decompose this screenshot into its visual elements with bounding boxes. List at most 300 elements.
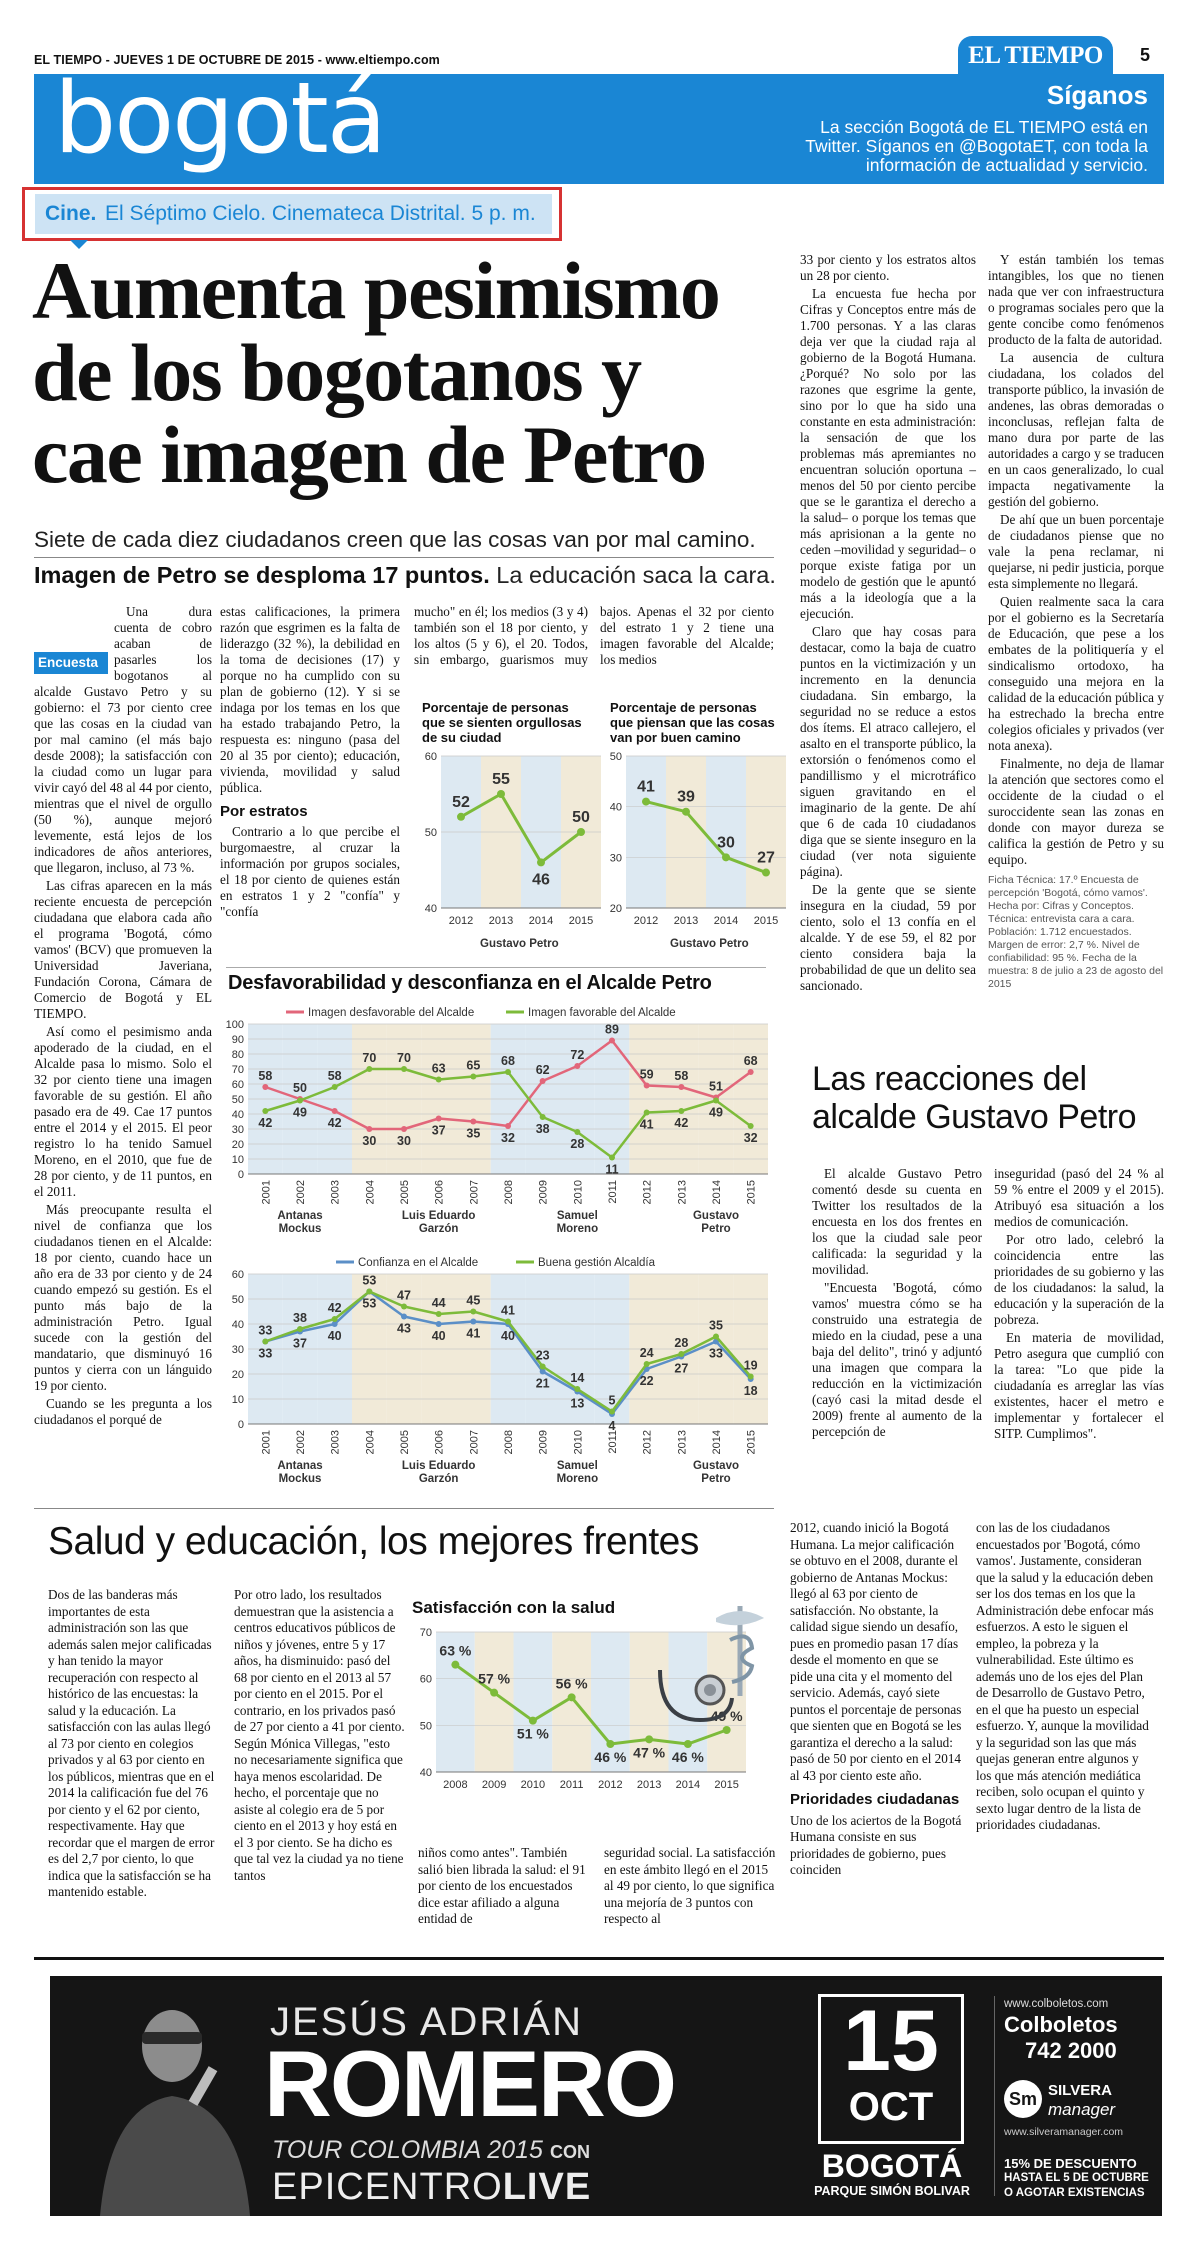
data-point bbox=[713, 1334, 719, 1340]
salud-title: Salud y educación, los mejores frentes bbox=[48, 1520, 699, 1563]
chart-title-line: van por buen camino bbox=[610, 730, 741, 745]
article-column-3 bbox=[414, 604, 774, 668]
data-point bbox=[401, 1066, 407, 1072]
x-tick-label: 2011 bbox=[607, 1430, 619, 1454]
data-label: 33 bbox=[258, 1346, 273, 1361]
x-tick-label: 2010 bbox=[520, 1779, 546, 1791]
ad-tour: TOUR COLOMBIA 2015 bbox=[272, 2136, 543, 2164]
x-tick-label: 2014 bbox=[675, 1779, 701, 1791]
y-tick-label: 30 bbox=[609, 852, 622, 865]
ad-ticket-brand: Colboletos bbox=[1004, 2012, 1118, 2037]
follow-title: Síganos bbox=[1046, 80, 1148, 110]
x-tick-label: 2012 bbox=[633, 915, 659, 927]
paragraph: niños como antes". También salió bien librada la salud: el 91 por ciento de los encuestados dice estar afiliado a alguna entidad de bbox=[418, 1845, 586, 1926]
data-point bbox=[470, 1119, 476, 1125]
ficha-tecnica: Ficha Técnica: 17.º Encuesta de percepción 'Bogotá, cómo vamos'. Hecha por: Cifras y Conceptos. Técnica: entrevista cara a cara. Población: 1.712 encuestados. Margen de error: 2,7 %. Nivel de confiabilidad: 95 %. Fecha de la muestra: 8 de julio a 23 de agosto del 2015 bbox=[988, 874, 1164, 990]
paragraph: Por otro lado, los resultados demuestran que la asistencia a centros educativos públicos de niños y jóvenes, entre 5 y 17 años, ha disminuido: pasó del 68 por ciento en el 2013 al 57 por ciento en el 2015. Por el contrario, en los privados pasó de 27 por ciento a 41 por ciento. Según Mónica Villegas, "esto no necesariamente significa que haya menos escolaridad. De hecho, el porcentaje que no asiste al colegio era de 5 por ciento en el 2013 y hoy está en el 3 por ciento. Se ha dicho es que tal vez la ciudad ya no tiene tantos bbox=[234, 1587, 405, 1883]
data-label: 57 % bbox=[478, 1670, 511, 1687]
y-tick-label: 50 bbox=[231, 1294, 244, 1306]
data-point bbox=[644, 1361, 650, 1367]
data-point bbox=[490, 1689, 498, 1697]
y-tick-label: 30 bbox=[231, 1344, 244, 1356]
data-label: 27 bbox=[757, 849, 775, 867]
paragraph: Una dura cuenta de cobro acaban de pasarles los bogotanos al alcalde Gustavo Petro y su gobierno: el 73 por ciento cree que las cosas en la ciudad van por mal camino (el más bajo desde 2008); la satisfacción con la ciudad como un lugar para vivir cayó del 48 al 44 por ciento, mientras que el nivel de orgullo (50 %), aunque mejoró levemente, está lejos de los indicadores de años anteriores, que llegaron, incluso, al 73 %. bbox=[34, 604, 212, 875]
data-label: 58 bbox=[674, 1069, 689, 1083]
y-tick-label: 40 bbox=[231, 1109, 244, 1121]
data-point bbox=[609, 1038, 615, 1044]
data-point bbox=[574, 1063, 580, 1069]
chart-title-line: Porcentaje de personas bbox=[610, 700, 757, 715]
data-point bbox=[684, 1740, 692, 1748]
chart-band bbox=[706, 756, 746, 908]
data-point bbox=[713, 1098, 719, 1104]
article-column-4 bbox=[800, 252, 976, 996]
data-label: 53 bbox=[362, 1296, 377, 1311]
chart-orgullo-title bbox=[422, 700, 592, 745]
mayor-label-line: Moreno bbox=[556, 1473, 599, 1485]
paragraph: con las de los ciudadanos encuestados por 'Bogotá, cómo vamos'. Justamente, consideran que la salud y la educación deben ser los dos temas en los que la Administración debe enfocar más esfuerzos. A esto le siguen el empleo, la pobreza y la vulnerabilidad. Este último es además uno de los ejes del Plan de Desarrollo de Gustavo Petro, en el que ha puesto un especial esfuerzo. Y, aunque la movilidad y la seguridad son las que más quejas generan entre algunos y los que más atención mediática reciben, solo ocupan el quinto y sexto lugar dentro de la lista de prioridades ciudadanas. bbox=[976, 1520, 1154, 1832]
data-point bbox=[540, 1078, 546, 1084]
data-label: 38 bbox=[293, 1311, 307, 1325]
x-tick-label: 2007 bbox=[468, 1180, 481, 1205]
paragraph: De la gente que se siente insegura en la ciudad, 59 por ciento, solo el 13 confía en el alcalde. Y de ese 59, el 82 por ciento considera baja la probabilidad de que un delito sea sancionado. bbox=[800, 882, 976, 993]
mayor-label-line: Gustavo bbox=[692, 1210, 739, 1222]
data-point bbox=[401, 1304, 407, 1310]
x-tick-label: 2010 bbox=[572, 1430, 585, 1455]
concert-ad bbox=[50, 1976, 1162, 2216]
paragraph: El alcalde Gustavo Petro comentó desde su cuenta en Twitter los resultados de la encuesta en los dos frentes en los que la ciudad sale peor calificada: la seguridad y la movilidad. bbox=[812, 1166, 982, 1277]
x-tick-label: 2002 bbox=[295, 1430, 307, 1455]
data-label: 37 bbox=[431, 1123, 446, 1138]
x-tick-label: 2005 bbox=[399, 1180, 411, 1205]
data-label: 70 bbox=[397, 1051, 411, 1065]
ad-phone: 742 2000 bbox=[1025, 2038, 1117, 2063]
follow-text-2: Twitter. Síganos en @BogotaET, con toda la bbox=[805, 136, 1148, 156]
data-label: 22 bbox=[639, 1374, 654, 1388]
ad-venue: PARQUE SIMÓN BOLIVAR bbox=[814, 2184, 970, 2198]
y-tick-label: 20 bbox=[231, 1369, 244, 1381]
paragraph: Cuando se les pregunta a los ciudadanos el porqué de bbox=[34, 1396, 212, 1427]
x-tick-label: 2015 bbox=[714, 1779, 739, 1791]
data-label: 14 bbox=[570, 1371, 585, 1385]
mayor-label bbox=[656, 1210, 776, 1236]
section-name: bogotá bbox=[54, 62, 385, 176]
article-column-2 bbox=[220, 604, 400, 922]
mayor-label bbox=[656, 1460, 776, 1486]
x-tick-label: 2015 bbox=[745, 1430, 758, 1455]
y-tick-label: 90 bbox=[231, 1034, 244, 1046]
data-label: 18 bbox=[743, 1384, 758, 1398]
data-point bbox=[748, 1374, 754, 1380]
data-label: 32 bbox=[743, 1131, 758, 1145]
data-point bbox=[436, 1116, 442, 1122]
manager-name-2: manager bbox=[1048, 2100, 1116, 2119]
legend-label: Confianza en el Alcalde bbox=[358, 1257, 479, 1269]
y-tick-label: 40 bbox=[609, 801, 622, 814]
x-tick-label: 2008 bbox=[503, 1180, 515, 1205]
mayor-label-line: Garzón bbox=[418, 1223, 459, 1235]
data-point bbox=[748, 1123, 754, 1129]
data-label: 50 bbox=[293, 1081, 307, 1095]
sidebar-title-line-1: Las reacciones del bbox=[812, 1060, 1087, 1098]
x-tick-label: 2003 bbox=[329, 1180, 342, 1205]
masthead-dateline: EL TIEMPO - JUEVES 1 DE OCTUBRE DE 2015 - www.eltiempo.com bbox=[34, 53, 440, 67]
paragraph: "Encuesta 'Bogotá, cómo vamos' muestra cómo se ha construido una estrategia de miedo en la ciudad, pese a una baja del delito", trinó y adjuntó una imagen que compara la reducción en la victimización (cayó casi la mitad desde el 2009) frente al aumento de la percepción de bbox=[812, 1280, 982, 1439]
y-tick-label: 50 bbox=[424, 827, 437, 839]
data-point bbox=[366, 1126, 372, 1132]
data-label: 37 bbox=[293, 1336, 307, 1351]
silvera-badge-icon: Sm bbox=[1004, 2080, 1042, 2118]
data-label: 30 bbox=[362, 1134, 377, 1148]
chart-imagen bbox=[226, 1002, 786, 1237]
salud-column-1 bbox=[48, 1587, 220, 1903]
data-point bbox=[262, 1108, 268, 1114]
deck-2-bold: Imagen de Petro se desploma 17 puntos. bbox=[34, 562, 490, 588]
ad-month: OCT bbox=[848, 2085, 934, 2129]
subhead-estratos: Por estratos bbox=[220, 803, 308, 820]
mayor-label-line: Luis Eduardo bbox=[401, 1210, 476, 1222]
y-tick-label: 80 bbox=[231, 1049, 244, 1061]
y-tick-label: 30 bbox=[231, 1124, 244, 1136]
salud-column-2 bbox=[234, 1587, 406, 1886]
data-label: 21 bbox=[535, 1376, 550, 1391]
y-tick-label: 100 bbox=[226, 1019, 244, 1031]
mayor-label bbox=[240, 1210, 360, 1236]
data-point bbox=[297, 1326, 303, 1332]
singer-silhouette bbox=[90, 1996, 250, 2216]
x-tick-label: 2014 bbox=[711, 1180, 723, 1205]
ad-site: www.colboletos.com bbox=[1004, 1998, 1109, 2010]
data-point bbox=[606, 1740, 614, 1748]
data-point bbox=[762, 869, 770, 877]
data-point bbox=[470, 1074, 476, 1080]
x-tick-label: 2004 bbox=[364, 1430, 377, 1455]
x-tick-label: 2015 bbox=[745, 1180, 758, 1205]
data-point bbox=[642, 798, 650, 806]
data-point bbox=[529, 1717, 537, 1725]
data-label: 40 bbox=[431, 1329, 446, 1343]
data-point bbox=[722, 853, 730, 861]
salud-divider bbox=[34, 1508, 774, 1509]
data-label: 41 bbox=[639, 1117, 654, 1132]
paragraph: seguridad social. La satisfacción en este ámbito llegó en el 2015 al 49 por ciento, lo que significa una mejoría de 3 puntos con respecto al bbox=[604, 1845, 776, 1926]
ad-artist-2: ROMERO bbox=[264, 2031, 675, 2136]
paragraph: Más preocupante resulta el nivel de confianza que los ciudadanos tienen en el Alcalde: 18 por ciento, cuando hace un año era de 33 por ciento y de 24 cuando empezó su gestión. Es el punto más bajo de la administración Petro. Igual sucede con la gestión del mandatario, que disminuyó 16 puntos y cierra con un lánguido 19 por ciento. bbox=[34, 1202, 212, 1393]
mayor-label-line: Garzón bbox=[418, 1473, 459, 1485]
data-point bbox=[678, 1351, 684, 1357]
data-label: 63 % bbox=[439, 1642, 472, 1659]
y-tick-label: 50 bbox=[609, 751, 622, 763]
data-point bbox=[470, 1309, 476, 1315]
deck-2-rest: La educación saca la cara. bbox=[496, 562, 776, 588]
mayor-label-line: Petro bbox=[701, 1223, 731, 1235]
data-label: 42 bbox=[674, 1116, 689, 1130]
paragraph: De ahí que un buen porcentaje de ciudadanos piense que no vale la pena reclamar, ni quejarse, ni pedir justicia, porque esta simplemente no llegará. bbox=[988, 512, 1164, 591]
mayor-label-line: Antanas bbox=[277, 1210, 323, 1222]
x-tick-label: 2015 bbox=[568, 915, 594, 927]
data-label: 40 bbox=[327, 1329, 342, 1343]
ad-promo-2: HASTA EL 5 DE OCTUBRE bbox=[1004, 2172, 1149, 2184]
chart-title-line: que se sienten orgullosas bbox=[422, 715, 582, 730]
data-label: 23 bbox=[535, 1348, 550, 1363]
data-label: 65 bbox=[466, 1058, 481, 1073]
paragraph: Así como el pesimismo anda apoderado de la ciudad, en el Alcalde pasa lo mismo. Solo el 32 por ciento tiene una imagen favorable de su gestión. El año pasado era de 49. Cae 17 puntos entre el 2014 y el 2015. El peor registro lo ha tenido Samuel Moreno, en el 2010, que fue de 28 por ciento, y de 11 puntos, en el 2011. bbox=[34, 1024, 212, 1199]
ad-guest bbox=[272, 2166, 591, 2209]
chart-imagen-title: Desfavorabilidad y desconfianza en el Alcalde Petro bbox=[228, 972, 712, 994]
data-label: 46 % bbox=[594, 1749, 627, 1765]
data-label: 33 bbox=[258, 1323, 273, 1338]
y-tick-label: 60 bbox=[424, 751, 437, 763]
x-tick-label: 2006 bbox=[433, 1430, 446, 1455]
y-tick-label: 40 bbox=[424, 903, 437, 915]
ad-date-box bbox=[818, 1994, 964, 2144]
x-tick-label: 2013 bbox=[676, 1430, 689, 1455]
section-band bbox=[34, 62, 1164, 184]
data-label: 52 bbox=[452, 793, 470, 811]
chart-camino bbox=[600, 750, 790, 940]
data-label: 28 bbox=[570, 1137, 585, 1151]
silvera-logo bbox=[1004, 2080, 1154, 2124]
chart-orgullo bbox=[415, 750, 605, 940]
headline bbox=[32, 245, 792, 500]
deck: Siete de cada diez ciudadanos creen que las cosas van por mal camino. bbox=[34, 527, 756, 552]
chart-camino-title bbox=[610, 700, 780, 745]
sidebar-title bbox=[812, 1060, 1172, 1136]
agenda-box bbox=[22, 187, 562, 241]
data-label: 27 bbox=[674, 1361, 689, 1376]
paragraph: 33 por ciento y los estratos altos un 28 por ciento. bbox=[800, 252, 976, 283]
y-tick-label: 50 bbox=[419, 1720, 432, 1733]
data-point bbox=[574, 1129, 580, 1135]
paragraph: Y están también los temas intangibles, los que no tienen nada que ver con infraestructura o programas sociales pero que la gente concibe como fenómenos producto de la falta de autoridad. bbox=[988, 252, 1164, 347]
data-label: 49 % bbox=[710, 1708, 743, 1724]
y-tick-label: 50 bbox=[231, 1094, 244, 1106]
data-label: 30 bbox=[397, 1134, 411, 1148]
data-point bbox=[540, 1364, 546, 1370]
ad-top-rule bbox=[34, 1957, 1164, 1960]
x-tick-label: 2014 bbox=[713, 915, 739, 927]
x-tick-label: 2013 bbox=[673, 915, 699, 927]
data-point bbox=[574, 1386, 580, 1392]
data-label: 46 bbox=[532, 871, 550, 889]
ad-con: CON bbox=[550, 2142, 590, 2162]
mayors-row-imagen bbox=[226, 1210, 786, 1240]
data-label: 43 bbox=[397, 1321, 411, 1336]
x-tick-label: 2013 bbox=[488, 915, 514, 927]
data-label: 42 bbox=[327, 1116, 342, 1130]
data-label: 13 bbox=[570, 1396, 585, 1411]
paragraph: Claro que hay cosas para destacar, como la baja de cuatro puntos en la victimización y un incremento en la denuncia ciudadana. Sin embargo, la seguridad no se reduce a estos dos ítems. El atraco callejero, el asalto en el transporte público, la extorsión o fenómenos como el pandillismo y el microtráfico siguen gravitando en el imaginario de la gente. De ahí que 6 de cada 10 ciudadanos diga que se siente inseguro en la ciudad (ver nota siguiente página). bbox=[800, 624, 976, 879]
legend-label: Imagen desfavorable del Alcalde bbox=[308, 1007, 475, 1019]
data-label: 51 % bbox=[516, 1725, 549, 1742]
paragraph: La encuesta fue hecha por Cifras y Conceptos entre más de 1.700 personas. Y a las claras deja ver que la ciudad raja al gobierno de la Bogotá Humana. ¿Porqué? No solo por las razones que esgrime la gente, sino por lo que ha sido una constante en esta administración: la sensación de que los problemas más apremiantes no encuentran solución oportuna –menos del 50 por ciento percibe que se le garantiza el derecho a la salud– o porque los temas que más aprisionan a la gente no ceden –movilidad y seguridad– o porque existe fatiga por un modelo de gestión que le apuntó más a la ideología que a la ejecución. bbox=[800, 286, 976, 621]
x-tick-label: 2008 bbox=[443, 1779, 468, 1791]
x-tick-label: 2012 bbox=[641, 1430, 654, 1455]
mayor-label bbox=[379, 1210, 499, 1236]
paragraph: inseguridad (pasó del 24 % al 59 % entre el 2009 y el 2015). Atribuyó esa situación a los medios de comunicación. bbox=[994, 1166, 1164, 1229]
article-column-1 bbox=[34, 604, 212, 1430]
data-label: 28 bbox=[674, 1336, 689, 1350]
paragraph: Quien realmente saca la cara por el gobierno es la Secretaría de Educación, que pese a los embates de la politiquería y el sindicalismo ortodoxo, ha conseguido una mejora en la calidad de la educación pública y ha estrechado la brecha entre colegios oficiales y privados (ver nota anexa). bbox=[988, 594, 1164, 753]
data-point bbox=[332, 1084, 338, 1090]
x-tick-label: 2012 bbox=[448, 915, 474, 927]
y-tick-label: 70 bbox=[231, 1064, 244, 1076]
subhead-prioridades: Prioridades ciudadanas bbox=[790, 1791, 960, 1808]
data-point bbox=[497, 790, 505, 798]
data-point bbox=[332, 1316, 338, 1322]
data-point bbox=[678, 1108, 684, 1114]
mayor-label-line: Mockus bbox=[278, 1473, 322, 1485]
page-number: 5 bbox=[1140, 45, 1151, 65]
data-label: 42 bbox=[258, 1116, 273, 1130]
data-label: 55 bbox=[492, 771, 510, 788]
paragraph: estas calificaciones, la primera razón que esgrimen es la falta de liderazgo (32 %), la debilidad en la toma de decisiones (17) y porque no ha cumplido con su plan de gobierno (12). Y si se indaga por los temas en los que ha estado trabajando Petro, la respuesta es: ninguno (pasa del 20 al 35 por ciento); educación, vivienda, movilidad y salud pública. bbox=[220, 604, 400, 795]
sidebar-column-2 bbox=[994, 1166, 1164, 1444]
paragraph: 2012, cuando inició la Bogotá Humana. La mejor calificación se obtuvo en el 2008, durante el gobierno de Antanas Mockus: llegó al 63 por ciento de satisfacción. No obstante, la calidad sigue siendo un desafío, pues en promedio pasan 17 días desde el momento en que se pide una cita y el momento del servicio. Además, cayó siete puntos el porcentaje de personas que sienten que en Bogotá se les garantiza el derecho a la salud: pasó de 50 por ciento en el 2014 al 43 por ciento este año. bbox=[790, 1520, 962, 1783]
chart-imagen-divider bbox=[226, 967, 766, 968]
chart-band bbox=[666, 756, 706, 908]
data-label: 41 bbox=[501, 1303, 515, 1318]
headline-line-3: cae imagen de Petro bbox=[32, 409, 706, 500]
x-tick-label: 2012 bbox=[598, 1779, 623, 1791]
data-point bbox=[644, 1110, 650, 1116]
salud-column-3 bbox=[418, 1845, 590, 1930]
data-label: 47 % bbox=[633, 1744, 666, 1761]
data-label: 33 bbox=[709, 1346, 723, 1361]
mayor-label-line: Antanas bbox=[277, 1460, 323, 1472]
follow-text-3: información de actualidad y servicio. bbox=[865, 155, 1148, 175]
data-label: 58 bbox=[258, 1069, 273, 1083]
mayor-label-line: Gustavo bbox=[692, 1460, 739, 1472]
data-point bbox=[682, 808, 690, 816]
data-label: 24 bbox=[639, 1346, 654, 1360]
data-label: 49 bbox=[293, 1105, 307, 1120]
x-tick-label: 2001 bbox=[260, 1430, 273, 1455]
data-label: 89 bbox=[605, 1022, 619, 1037]
ad-promo-3: O AGOTAR EXISTENCIAS bbox=[1004, 2187, 1145, 2199]
x-tick-label: 2009 bbox=[537, 1430, 550, 1455]
chart-title-line: de su ciudad bbox=[422, 730, 502, 745]
mayor-label-line: Moreno bbox=[556, 1223, 599, 1235]
data-label: 58 bbox=[327, 1069, 342, 1083]
data-label: 47 bbox=[397, 1288, 411, 1303]
agenda-label: Cine. bbox=[45, 202, 97, 225]
paragraph: mucho" en él; los medios (3 y 4) también son el 18 por ciento, y los altos (5 y 6), el 20. Todos, sin embargo, guarismos muy bajos. Apenas el 32 por ciento del estrato 1 y 2 tiene una imagen favorable del Alcalde; los medios bbox=[414, 604, 774, 667]
paragraph: Dos de las banderas más importantes de esta administración son las que además salen mejor calificadas y han tenido la mayor recuperación con respecto al histórico de las encuestas: la salud y la educación. La satisfacción con las aulas llegó al 73 por ciento en colegios privados y al 63 por ciento en los públicos, mientras que en el 2014 la calificación fue del 76 por ciento y el 62 por ciento, respectivamente. Hay que recordar que el margen de error es del 2,7 por ciento, lo que indica que la satisfacción se ha mantenido estable. bbox=[48, 1587, 215, 1899]
data-label: 38 bbox=[535, 1122, 550, 1136]
y-tick-label: 60 bbox=[231, 1269, 244, 1281]
salud-column-4 bbox=[604, 1845, 776, 1930]
ad-artist-1: JESÚS ADRIÁN bbox=[270, 2000, 583, 2044]
data-label: 59 bbox=[639, 1067, 654, 1082]
data-point bbox=[332, 1108, 338, 1114]
paragraph: Finalmente, no deja de llamar la atención que sectores como el occidente de la ciudad o el suroccidente sean las zonas en donde con mayor dureza se califica la gestión de Petro y su equipo. bbox=[988, 756, 1164, 867]
data-label: 4 bbox=[608, 1419, 616, 1433]
manager-name-1: SILVERA bbox=[1048, 2082, 1112, 2099]
y-tick-label: 20 bbox=[609, 903, 622, 915]
headline-line-1: Aumenta pesimismo bbox=[32, 245, 720, 336]
legend-label: Imagen favorable del Alcalde bbox=[528, 1007, 676, 1019]
data-point bbox=[297, 1098, 303, 1104]
mayor-label bbox=[517, 1210, 637, 1236]
chart-band bbox=[552, 1632, 591, 1772]
y-tick-label: 40 bbox=[231, 1319, 244, 1331]
data-label: 56 % bbox=[555, 1675, 588, 1692]
brand-tab bbox=[958, 36, 1113, 74]
mayor-label bbox=[517, 1460, 637, 1486]
data-point bbox=[678, 1084, 684, 1090]
paragraph: Por otro lado, celebró la coincidencia entre las prioridades de su gobierno y las de los ciudadanos: la salud, la educación y la superación de la pobreza. bbox=[994, 1232, 1164, 1327]
data-label: 35 bbox=[466, 1126, 481, 1141]
data-label: 41 bbox=[466, 1326, 481, 1341]
data-point bbox=[262, 1339, 268, 1345]
data-point bbox=[644, 1083, 650, 1089]
x-tick-label: 2011 bbox=[607, 1180, 619, 1204]
chart-salud-title: Satisfacción con la salud bbox=[412, 1598, 616, 1617]
data-label: 68 bbox=[743, 1054, 758, 1068]
x-tick-label: 2009 bbox=[537, 1180, 550, 1205]
data-point bbox=[568, 1693, 576, 1701]
chart-orgullo-source: Gustavo Petro bbox=[480, 938, 559, 950]
x-tick-label: 2009 bbox=[481, 1779, 507, 1791]
x-tick-label: 2004 bbox=[364, 1180, 377, 1205]
salud-column-6 bbox=[976, 1520, 1154, 1836]
x-tick-label: 2013 bbox=[636, 1779, 662, 1791]
encuesta-tag bbox=[34, 652, 108, 674]
headline-line-2: de los bogotanos y bbox=[32, 327, 641, 418]
deck-2 bbox=[34, 562, 794, 589]
data-point bbox=[540, 1114, 546, 1120]
y-tick-label: 10 bbox=[231, 1394, 244, 1406]
data-label: 62 bbox=[535, 1063, 550, 1077]
data-point bbox=[366, 1066, 372, 1072]
data-label: 42 bbox=[327, 1301, 342, 1315]
mayor-label-line: Luis Eduardo bbox=[401, 1460, 476, 1472]
chart-title-line: Porcentaje de personas bbox=[422, 700, 569, 715]
x-tick-label: 2002 bbox=[295, 1180, 307, 1205]
ad-guest-b: LIVE bbox=[502, 2166, 592, 2208]
data-point bbox=[609, 1409, 615, 1415]
data-label: 72 bbox=[570, 1048, 585, 1062]
data-point bbox=[436, 1311, 442, 1317]
data-label: 30 bbox=[717, 834, 735, 852]
follow-text-1: La sección Bogotá de EL TIEMPO está en bbox=[820, 117, 1148, 137]
article-column-5 bbox=[988, 252, 1164, 991]
data-point bbox=[505, 1123, 511, 1129]
y-tick-label: 60 bbox=[231, 1079, 244, 1091]
data-label: 70 bbox=[362, 1051, 377, 1065]
x-tick-label: 2003 bbox=[329, 1430, 342, 1455]
x-tick-label: 2007 bbox=[468, 1430, 481, 1455]
chart-confianza bbox=[226, 1252, 786, 1487]
paragraph: Las cifras aparecen en la más reciente encuesta de percepción ciudadana que elabora cada año el programa 'Bogotá, cómo vamos' (BCV) que promueven la Universidad Javeriana, Fundación Corona, Cámara de Comercio de Bogotá y EL TIEMPO. bbox=[34, 878, 212, 1021]
chart-title-line: que piensan que las cosas bbox=[610, 715, 775, 730]
data-point bbox=[262, 1084, 268, 1090]
x-tick-label: 2001 bbox=[260, 1180, 273, 1205]
legend-label: Buena gestión Alcaldía bbox=[538, 1257, 656, 1269]
sidebar-column-1 bbox=[812, 1166, 982, 1442]
mayor-label-line: Petro bbox=[701, 1473, 731, 1485]
data-point bbox=[436, 1321, 442, 1327]
data-label: 39 bbox=[677, 788, 695, 806]
data-label: 46 % bbox=[671, 1749, 704, 1765]
deck-divider bbox=[34, 557, 774, 558]
mayor-label bbox=[240, 1460, 360, 1486]
chart-band bbox=[514, 1632, 553, 1772]
sidebar-title-line-2: alcalde Gustavo Petro bbox=[812, 1098, 1137, 1136]
chart-band bbox=[746, 756, 786, 908]
data-label: 49 bbox=[709, 1105, 723, 1120]
